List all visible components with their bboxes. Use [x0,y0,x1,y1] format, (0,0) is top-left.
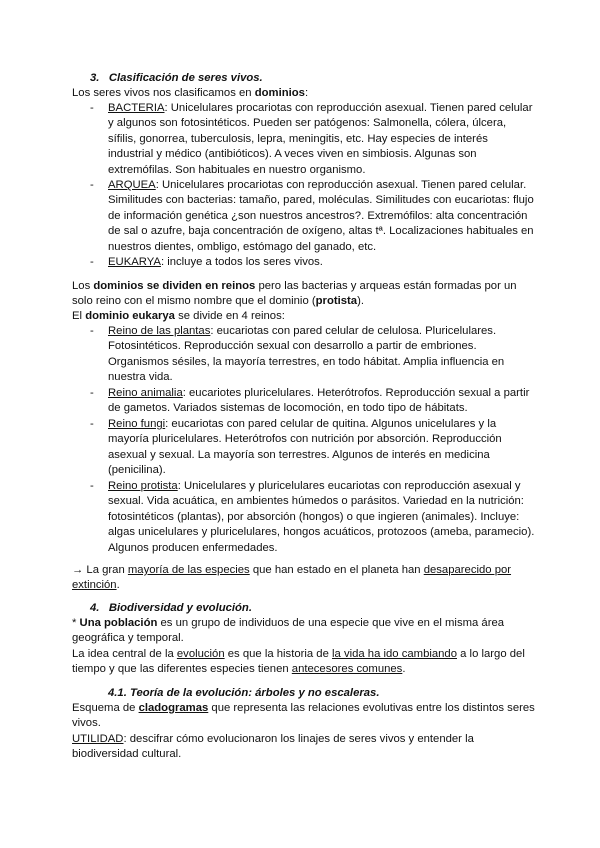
protista-line-3: fotosintéticos (plantas), por absorción (hongos) o que ingieren (animales). Incluye: [108,511,520,523]
protista-line-1 [108,479,521,495]
arrow-note-line-1 [72,563,511,579]
underlined-text: la vida ha ido cambiando [332,648,457,660]
reinos-line-2 [72,294,364,310]
cladograma-line-1 [72,701,535,717]
section-number: 4.1. [108,687,127,699]
text: . [402,663,406,675]
underlined-text: extinción [72,579,117,591]
section-title: Teoría de la evolución: árboles y no escaleras. [129,687,380,699]
evolucion-line-1 [72,647,525,663]
section-title: Biodiversidad y evolución. [108,602,252,614]
arquea-line-2: Similitudes con bacterias: tamaño, pared, moléculas. Similitudes con eucariotas: flujo [108,194,534,206]
section-4-1-heading [108,686,379,702]
section-title: Clasificación de seres vivos. [108,72,263,84]
animalia-line-2: de gametos. Variados sistemas de locomoción, en todo tipo de hábitats. [108,402,468,414]
bacteria-line-3: sífilis, gonorrea, tuberculosis, lepra, meningitis, etc. Hay especies de interés [108,133,488,145]
text: Los seres vivos nos clasificamos en [72,87,255,99]
text: : [304,87,309,99]
underlined-text: antecesores comunes [291,663,403,675]
text: : Unicelulares y pluricelulares eucariotas con reproducción asexual y [177,480,521,492]
plantas-line-3: Organismos sésiles, la mayoría terrestres, en todo hábitat. Amplia influencia en [108,356,505,368]
poblacion-line-1 [72,616,504,632]
bacteria-term: BACTERIA [108,102,165,114]
eukarya-line-1 [108,255,323,271]
text: : eucariotas con pared celular de celulosa. Pluricelulares. [210,325,497,337]
evolucion-line-2 [72,662,405,678]
bacteria-line-2: y algunos son fotosintéticos. Pueden ser patógenos: Salmonella, cólera, úlcera, [108,117,507,129]
bold-text: dominios [254,87,305,99]
eukarya-term: EUKARYA [108,256,161,268]
list-dash: - [90,480,94,492]
bold-text: Una población [79,617,158,629]
eukarya-paragraph [72,309,285,325]
text: El [72,310,86,322]
text: solo reino con el mismo nombre que el dominio ( [72,295,316,307]
list-dash: - [90,325,94,337]
bold-text: protista [315,295,358,307]
arquea-line-5: nuestros dientes, ombligo, estómago del ganado, etc. [108,241,377,253]
text: es un grupo de individuos de una especie que vive en el misma área [157,617,505,629]
protista-line-4: algas unicelulares y pluricelulares, hongos acuáticos, protozoos (ameba, paramecio). [108,526,535,538]
text: es que la historia de [224,648,333,660]
section-3-heading [90,71,263,87]
animalia-line-1 [108,386,529,402]
arrow-note-line-2 [72,578,120,594]
plantas-line-4: nuestra vida. [108,371,173,383]
utilidad-line-1 [72,732,474,748]
text: a lo largo del [457,648,525,660]
list-dash: - [90,256,94,268]
protista-line-5: Algunos producen enfermedades. [108,542,278,554]
text: . [116,579,120,591]
arquea-term: ARQUEA [108,179,156,191]
text: : Unicelulares procariotas con reproducción asexual. Tienen pared celular [164,102,533,114]
text: tiempo y que las diferentes especies tienen [72,663,292,675]
fungi-line-2: mayoría pluricelulares. Heterótrofos con nutrición por absorción. Reproducción [108,433,502,445]
plantas-term: Reino de las plantas [108,325,211,337]
animalia-term: Reino animalia [108,387,183,399]
fungi-line-3: asexual y sexual. La mayoría son terrestres. Algunos de interés en medicina [108,449,490,461]
fungi-term: Reino fungi [108,418,166,430]
text: : eucariotes pluricelulares. Heterótrofos. Reproducción sexual a partir [182,387,530,399]
text: → La gran [72,564,128,576]
underlined-text: mayoría de las especies [127,564,250,576]
fungi-line-4: (penicilina). [108,464,166,476]
section-number: 4. [90,602,100,614]
bacteria-line-4: industrial y médico (antibióticos). A veces viven en simbiosis. Algunas son [108,148,477,160]
text: que representa las relaciones evolutivas entre los distintos seres [208,702,535,714]
text: : eucariotas con pared celular de quitina. Algunos unicelulares y la [165,418,497,430]
list-dash: - [90,418,94,430]
list-dash: - [90,179,94,191]
bacteria-line-1 [108,101,532,117]
section-number: 3. [90,72,100,84]
list-dash: - [90,102,94,114]
text: : incluye a todos los seres vivos. [160,256,323,268]
poblacion-line-2: geográfica y temporal. [72,632,184,644]
utilidad-term: UTILIDAD [72,733,124,745]
arquea-line-4: de sal o azufre, baja concentración de oxígeno, altas tª. Localizaciones habituales en [108,225,534,237]
arquea-line-1 [108,178,526,194]
reinos-line-1 [72,279,517,295]
text: se divide en 4 reinos: [174,310,285,322]
text: : Unicelulares procariotas con reproducción asexual. Tienen pared celular. [155,179,527,191]
bacteria-line-5: extremófilas. Son habituales en nuestro organismo. [108,164,366,176]
text: La idea central de la [72,648,177,660]
underlined-text: desaparecido por [423,564,512,576]
intro-paragraph [72,86,308,102]
text: * [72,617,80,629]
plantas-line-1 [108,324,496,340]
cladograma-line-2: vivos. [72,717,101,729]
plantas-line-2: Fotosintéticos. Reproducción sexual con desarrollo a partir de embriones. [108,340,477,352]
bold-text: dominio eukarya [85,310,175,322]
bold-underlined-text: cladogramas [138,702,209,714]
bold-text: dominios se dividen en reinos [93,280,256,292]
text: : descifrar cómo evolucionaron los linajes de seres vivos y entender la [123,733,474,745]
section-4-heading [90,601,252,617]
fungi-line-1 [108,417,496,433]
protista-term: Reino protista [108,480,178,492]
protista-line-2: sexual. Vida acuática, en ambientes húmedos o parásitos. Variedad en la nutrición: [108,495,524,507]
text: ). [357,295,364,307]
text: Los [72,280,94,292]
underlined-text: evolución [176,648,225,660]
text: pero las bacterias y arqueas están formadas por un [255,280,517,292]
text: Esquema de [72,702,139,714]
arquea-line-3: de información genética ¿son nuestros ancestros?. Extremófilos: alta concentración [108,210,528,222]
list-dash: - [90,387,94,399]
utilidad-line-2: biodiversidad cultural. [72,748,182,760]
text: que han estado en el planeta han [249,564,424,576]
